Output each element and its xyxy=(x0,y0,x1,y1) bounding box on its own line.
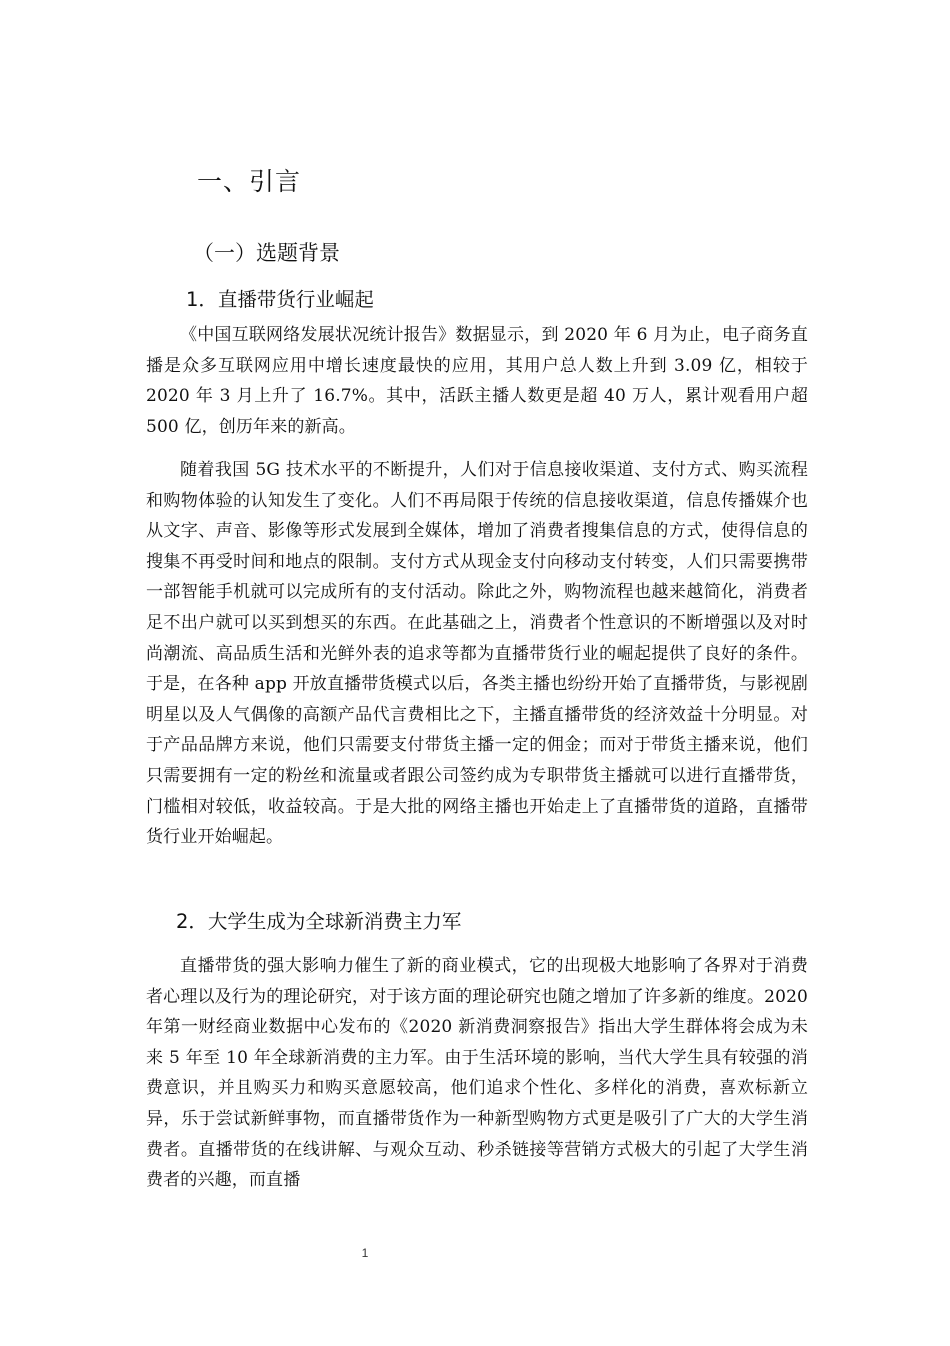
paragraph: 直播带货的强大影响力催生了新的商业模式，它的出现极大地影响了各界对于消费者心理以及行为的理论研究，对于该方面的理论研究也随之增加了许多新的维度。2020 年第一财经商业数据中心发布的《2020 新消费洞察报告》指出大学生群体将会成为未来 5 年至 10 年全球新消费的主力军。由于生活环境的影响，当代大学生具有较强的消费意识，并且购买力和购买意愿较高，他们追求个性化、多样化的消费，喜欢标新立异，乐于尝试新鲜事物，而直播带货作为一种新型购物方式更是吸引了广大的大学生消费者。直播带货的在线讲解、与观众互动、秒杀链接等营销方式极大的引起了大学生消费者的兴趣，而直播 xyxy=(146,956,808,1191)
paragraph: 随着我国 5G 技术水平的不断提升，人们对于信息接收渠道、支付方式、购买流程和购物体验的认知发生了变化。人们不再局限于传统的信息接收渠道，信息传播媒介也从文字、声音、影像等形式发展到全媒体，增加了消费者搜集信息的方式，使得信息的搜集不再受时间和地点的限制。支付方式从现金支付向移动支付转变，人们只需要携带一部智能手机就可以完成所有的支付活动。除此之外，购物流程也越来越简化，消费者足不出户就可以买到想买的东西。在此基础之上，消费者个性意识的不断增强以及对时尚潮流、高品质生活和光鲜外表的追求等都为直播带货行业的崛起提供了良好的条件。于是，在各种 app 开放直播带货模式以后，各类主播也纷纷开始了直播带货，与影视剧明星以及人气偶像的高额产品代言费相比之下，主播直播带货的经济效益十分明显。对于产品品牌方来说，他们只需要支付带货主播一定的佣金；而对于带货主播来说，他们只需要拥有一定的粉丝和流量或者跟公司签约成为专职带货主播就可以进行直播带货，门槛相对较低，收益较高。于是大批的网络主播也开始走上了直播带货的道路，直播带货行业开始崛起。 xyxy=(146,460,808,848)
subsection-heading-1: 1．直播带货行业崛起 xyxy=(186,288,374,311)
section-heading: （一）选题背景 xyxy=(193,241,340,265)
subsection-heading-2: 2．大学生成为全球新消费主力军 xyxy=(176,910,462,933)
chapter-heading: 一、引言 xyxy=(197,167,302,196)
page-number: 1 xyxy=(361,1246,369,1260)
paragraph: 《中国互联网络发展状况统计报告》数据显示，到 2020 年 6 月为止，电子商务直播是众多互联网应用中增长速度最快的应用，其用户总人数上升到 3.09 亿，相较于 2020 年 3 月上升了 16.7%。其中，活跃主播人数更是超 40 万人，累计观看用户超 500 亿，创历年来的新高。 xyxy=(146,325,808,437)
